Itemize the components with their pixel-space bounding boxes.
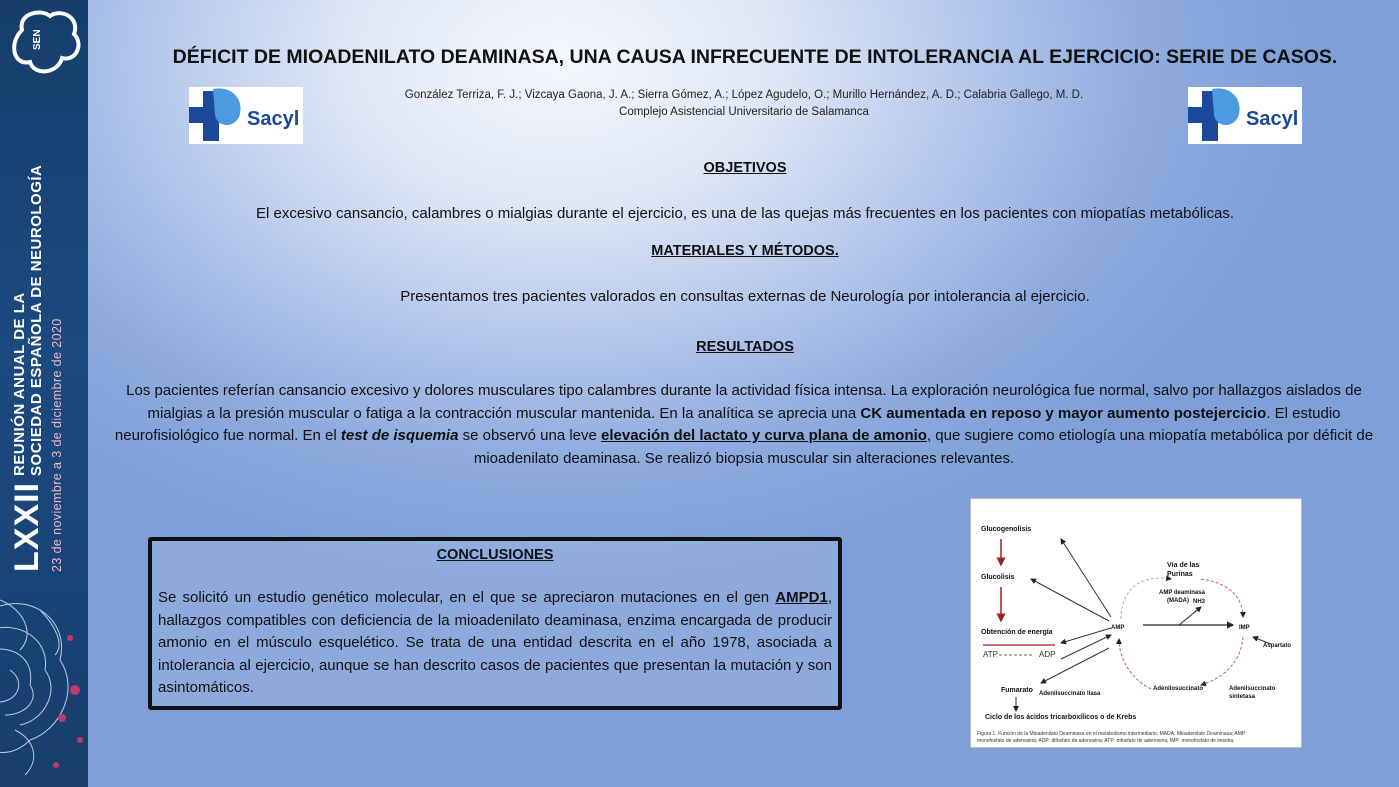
- event-edition: LXXII: [8, 481, 46, 572]
- fig-sint1: Adenilsuccinato: [1229, 686, 1276, 692]
- materiales-text: Presentamos tres pacientes valorados en consultas externas de Neurología por intolerancia al ejercicio.: [400, 288, 1090, 305]
- fig-glucogenolisis: Glucogenolisis: [981, 526, 1032, 533]
- fig-aspartato: Aspartato: [1263, 643, 1292, 649]
- sacyl-logo-text: Sacyl: [247, 108, 300, 130]
- sen-logo-text: SEN: [32, 29, 43, 50]
- fig-via1: Vía de las: [1167, 562, 1200, 569]
- authors: González Terriza, F. J.; Vizcaya Gaona, J. A.; Sierra Gómez, A.; López Agudelo, O.; Murillo Hernández, A. D.; Calabria Gallego, M. D.: [404, 89, 1084, 101]
- objetivos-text: El excesivo cansancio, calambres o mialgias durante el ejercicio, es una de las quejas más frecuentes en los pacientes con miopatías metabólicas.: [255, 205, 1235, 222]
- fig-adp: ADP: [1039, 650, 1056, 659]
- fig-via2: Purinas: [1167, 571, 1193, 578]
- fig-fumarato: Fumarato: [1001, 687, 1033, 694]
- conclusiones-heading: CONCLUSIONES: [436, 547, 554, 563]
- fig-caption-1: Figura 1. Función de la Mioadenilato Deaminasa en el metabolismo intermediario. MADA: Mioadenilato Deaminasa; AMP:: [977, 731, 1247, 737]
- conclusiones-text: Se solicitó un estudio genético molecular, en el que se apreciaron mutaciones en el gen AMPD1, hallazgos compatibles con deficiencia de la mioadenilato deaminasa, enzima encargada de producir amonio en el músculo esquelético. Se trata de una entidad descrita en el año 1978, asociada a intolerancia al ejercicio, aunque se han descrito casos de pacientes que presentan la mutación y son asintomáticos.: [158, 589, 832, 696]
- fig-sint2: sintetasa: [1229, 694, 1256, 700]
- fig-atp: ATP: [983, 650, 998, 659]
- sacyl-logo-text: Sacyl: [1246, 108, 1299, 130]
- gene-name: AMPD1: [775, 589, 828, 606]
- fig-liasa: Adenilsuccinato liasa: [1039, 691, 1101, 697]
- sacyl-logo-left: [189, 87, 303, 144]
- fig-caption-2: monofosfato de adenosina; ADP: difosfato de adenosina; ATP: trifosfato de adenosina; IMP: monofosfato de inosina.: [977, 738, 1235, 744]
- fig-imp: IMP: [1239, 625, 1250, 631]
- fig-amp: AMP: [1111, 625, 1125, 631]
- fig-mada: (MADA): [1167, 598, 1189, 604]
- ck-highlight: CK aumentada en reposo y mayor aumento postejercicio: [860, 404, 1267, 422]
- fig-glucolisis: Glucolisis: [981, 574, 1015, 581]
- institution: Complejo Asistencial Universitario de Salamanca: [619, 106, 869, 118]
- sidebar-banner: [0, 0, 88, 787]
- poster-title: DÉFICIT DE MIOADENILATO DEAMINASA, UNA CAUSA INFRECUENTE DE INTOLERANCIA AL EJERCICIO: SERIE DE CASOS.: [172, 46, 1338, 68]
- materiales-heading: MATERIALES Y MÉTODOS.: [651, 243, 839, 259]
- authors-block: [320, 87, 1168, 121]
- fig-krebs: Ciclo de los ácidos tricarboxílicos o de Krebs: [985, 714, 1137, 721]
- sacyl-logo-right: [1188, 87, 1302, 144]
- conclusiones-box: [148, 537, 842, 710]
- fig-nh3: NH3: [1193, 599, 1206, 605]
- fig-adenilo: Adenilosuccinato: [1153, 686, 1204, 692]
- event-banner-text: [8, 165, 64, 572]
- brain-illustration-icon: [0, 590, 88, 787]
- resultados-text: Los pacientes referían cansancio excesivo y dolores musculares tipo calambres durante la actividad física intensa. La exploración neurológica fue normal, salvo por hallazgos aislados de mialgias a la presión muscular o fatiga a la contracción muscular mantenida. En la analítica se aprecia una CK aumentada en reposo y mayor aumento postejercicio. El estudio neurofisiológico fue normal. En el test de isquemia se observó una leve elevación del lactato y curva plana de amonio, que sugiere como etiología una miopatía metabólica por déficit de mioadenilato deaminasa. Se realizó biopsia muscular sin alteraciones relevantes.: [114, 382, 1374, 467]
- objetivos-heading: OBJETIVOS: [703, 160, 787, 176]
- fig-ampdea: AMP deaminasa: [1159, 590, 1205, 596]
- resultados-heading: RESULTADOS: [696, 339, 794, 355]
- purine-cycle-diagram: [971, 499, 1301, 747]
- metabolism-figure: [970, 498, 1302, 748]
- fig-energia: Obtención de energía: [981, 629, 1053, 636]
- sen-logo-icon: [0, 0, 88, 110]
- lactato-highlight: elevación del lactato y curva plana de amonio: [601, 427, 927, 444]
- event-dates: 23 de noviembre a 3 de diciembre de 2020: [50, 318, 64, 572]
- isquemia-highlight: test de isquemia: [340, 427, 459, 444]
- event-line-2: SOCIEDAD ESPAÑOLA DE NEUROLOGÍA: [27, 164, 45, 476]
- event-line-1: REUNIÓN ANUAL DE LA: [10, 292, 28, 476]
